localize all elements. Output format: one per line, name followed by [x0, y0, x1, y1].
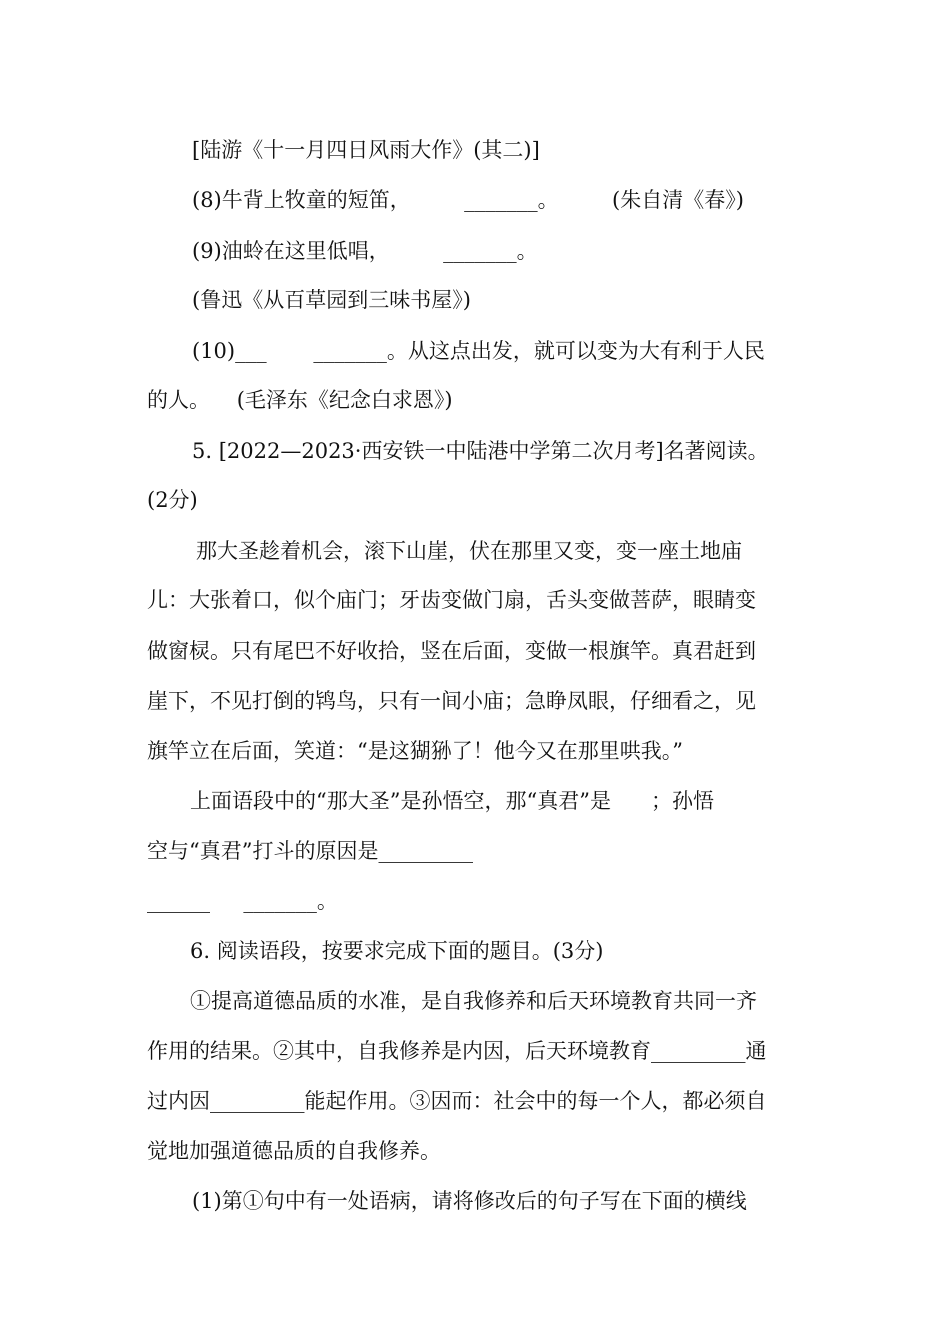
text-line: (2分) — [147, 488, 198, 512]
text-line: 空与“真君”打斗的原因是_________ — [147, 839, 473, 863]
text-line: 的人。 (毛泽东《纪念白求恩》) — [147, 388, 453, 412]
text-line: 那大圣趁着机会，滚下山崖，伏在那里又变，变一座土地庙 — [196, 539, 742, 563]
text-line: (10)___ _______。从这点出发，就可以变为大有利于人民 — [192, 339, 765, 363]
text-line: ______ _______。 — [147, 889, 338, 913]
text-line: ①提高道德品质的水准，是自我修养和后天环境教育共同一齐 — [190, 989, 757, 1013]
text-line: 做窗棂。只有尾巴不好收拾，竖在后面，变做一根旗竿。真君赶到 — [147, 639, 756, 663]
text-line: (9)油蛉在这里低唱， _______。 — [192, 239, 538, 263]
text-line: [陆游《十一月四日风雨大作》(其二)] — [192, 138, 540, 162]
text-line: (鲁迅《从百草园到三味书屋》) — [192, 288, 471, 312]
text-line: (8)牛背上牧童的短笛， _______。 (朱自清《春》) — [192, 188, 744, 212]
text-line: 旗竿立在后面，笑道：“是这猢狲了！他今又在那里哄我。” — [147, 739, 683, 763]
question-heading: 6. 阅读语段，按要求完成下面的题目。(3分) — [190, 939, 604, 963]
text-line: 觉地加强道德品质的自我修养。 — [147, 1139, 441, 1163]
text-line: 过内因_________能起作用。③因而：社会中的每一个人，都必须自 — [147, 1089, 767, 1113]
text-line: 崖下，不见打倒的鸨鸟，只有一间小庙；急睁凤眼，仔细看之，见 — [147, 689, 756, 713]
text-line: 作用的结果。②其中，自我修养是内因，后天环境教育_________通 — [147, 1039, 767, 1063]
text-line: 上面语段中的“那大圣”是孙悟空，那“真君”是 ；孙悟 — [190, 789, 714, 813]
text-line: 儿：大张着口，似个庙门；牙齿变做门扇，舌头变做菩萨，眼睛变 — [147, 588, 756, 612]
text-line: (1)第①句中有一处语病，请将修改后的句子写在下面的横线 — [192, 1189, 747, 1213]
question-heading: 5. [2022—2023·西安铁一中陆港中学第二次月考]名著阅读。 — [192, 439, 769, 463]
